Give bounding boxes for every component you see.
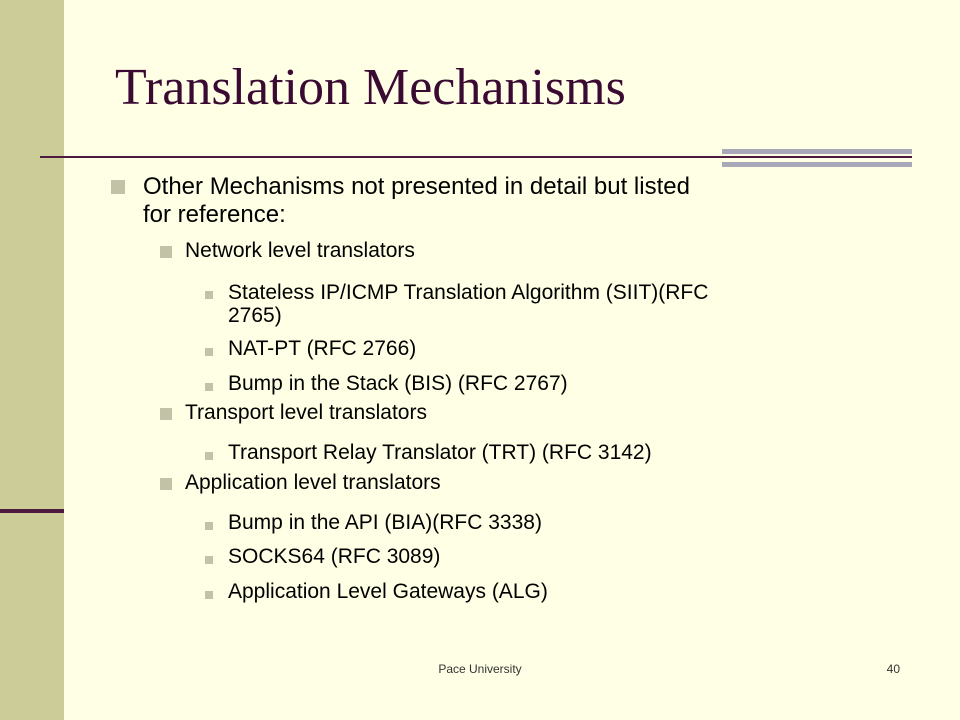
bullet-square-icon (205, 556, 213, 564)
list-item-socks64: SOCKS64 (RFC 3089) (228, 545, 441, 568)
footer-institution: Pace University (438, 662, 522, 676)
group-label-application: Application level translators (185, 471, 441, 494)
list-item-natpt: NAT-PT (RFC 2766) (228, 337, 417, 360)
list-item-siit-line2: 2765) (228, 304, 282, 327)
bullet-square-icon (205, 291, 213, 299)
list-item-bia: Bump in the API (BIA)(RFC 3338) (228, 511, 542, 534)
list-item-trt: Transport Relay Translator (TRT) (RFC 3142) (228, 441, 652, 464)
left-bar-accent-line (0, 509, 64, 513)
bullet-square-icon (205, 452, 213, 460)
title-accent-bars (722, 149, 912, 167)
bullet-square-icon (205, 522, 213, 530)
page-number: 40 (886, 662, 900, 676)
list-item-siit-line1: Stateless IP/ICMP Translation Algorithm (SIIT)(RFC (228, 281, 709, 304)
left-decorative-bar (0, 0, 64, 720)
bullet-square-icon (205, 591, 213, 599)
bullet-square-icon (205, 348, 213, 356)
level1-bullet-line1: Other Mechanisms not presented in detail but listed (143, 173, 690, 200)
group-label-network: Network level translators (185, 239, 415, 262)
bullet-square-icon (111, 180, 125, 194)
bullet-square-icon (205, 383, 213, 391)
bullet-square-icon (160, 478, 172, 490)
bullet-square-icon (160, 408, 172, 420)
list-item-alg: Application Level Gateways (ALG) (228, 580, 548, 603)
bullet-square-icon (160, 246, 172, 258)
list-item-bis: Bump in the Stack (BIS) (RFC 2767) (228, 372, 568, 395)
group-label-transport: Transport level translators (185, 401, 427, 424)
level1-bullet-line2: for reference: (143, 201, 286, 228)
slide-title: Translation Mechanisms (115, 59, 626, 116)
